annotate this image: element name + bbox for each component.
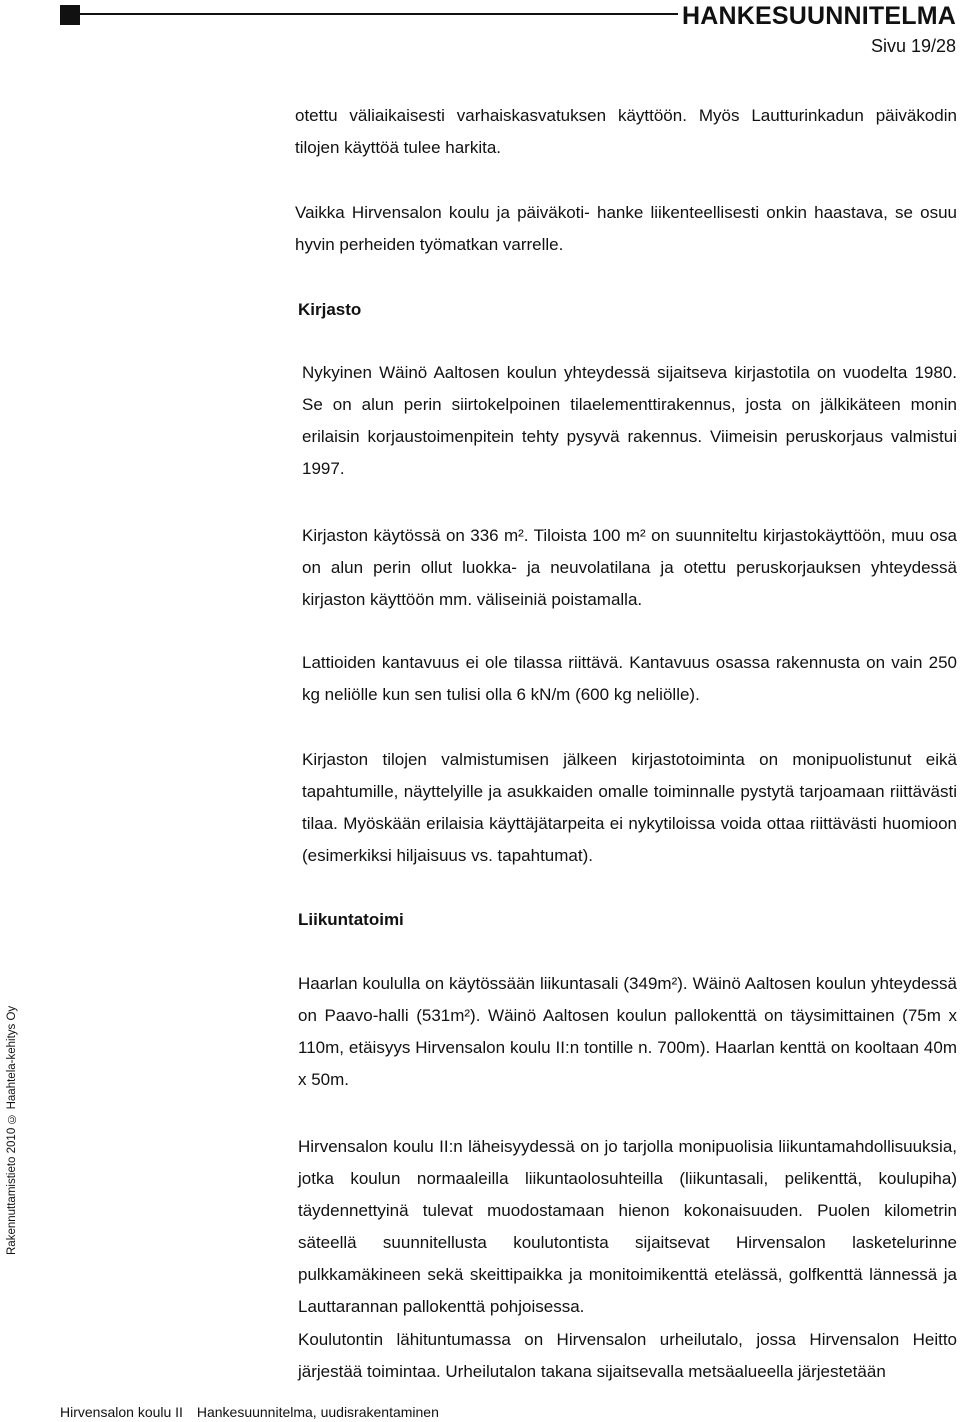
paragraph-liikunta-nearby: Hirvensalon koulu II:n läheisyydessä on jo tarjolla monipuolisia liikuntamahdollisuuksia, jotka koulun normaaleilla liikuntaolosuhteilla (liikuntasali, pelikenttä, koulupiha) täydennettyinä tulevat muodostamaan hienon kokonaisuuden. Puolen kilometrin säteellä suunnitellusta koulutontista sijaitsevat Hirvensalon lasketelurinne pulkkamäkineen sekä skeittipaikka ja monitoimikenttä etelässä, golfkenttä lännessä ja Lauttarannan pallokenttä pohjoisessa. xyxy=(298,1137,957,1316)
paragraph-urheilutalo: Koulutontin lähituntumassa on Hirvensalon urheilutalo, jossa Hirvensalon Heitto järjestää toimintaa. Urheilutalon takana sijaitsevalla metsäalueella järjestetään xyxy=(298,1330,957,1381)
paragraph-liikenne: Vaikka Hirvensalon koulu ja päiväkoti- hanke liikenteellisesti onkin haastava, se osuu hyvin perheiden työmatkan varrelle. xyxy=(295,203,957,254)
footer xyxy=(60,1404,439,1420)
side-copyright: Rakennuttamistieto 2010 © Haahtela-kehitys Oy xyxy=(6,1005,18,1255)
heading-liikuntatoimi: Liikuntatoimi xyxy=(298,910,404,929)
paragraph-liikunta-facilities: Haarlan koululla on käytössään liikuntasali (349m²). Wäinö Aaltosen koulun yhteydessä on Paavo-halli (531m²). Wäinö Aaltosen koulun pallokenttä on täysimittainen (75m x 110m, etäisyys Hirvensalon koulu II:n tontille n. 700m). Haarlan kenttä on kooltaan 40m x 50m. xyxy=(298,974,957,1089)
header-square-mark xyxy=(60,5,80,25)
paragraph-kirjasto-needs: Kirjaston tilojen valmistumisen jälkeen kirjastotoiminta on monipuolistunut eikä tapahtumille, näyttelyille ja asukkaiden omalle toiminnalle pystytä tarjoamaan riittävästi tilaa. Myöskään erilaisia käyttäjätarpeita ei nykytiloissa voida ottaa riittävästi huomioon (esimerkiksi hiljaisuus vs. tapahtumat). xyxy=(302,750,957,865)
page-number: Sivu 19/28 xyxy=(870,36,956,56)
header-rule xyxy=(80,13,678,15)
heading-kirjasto: Kirjasto xyxy=(298,300,362,319)
footer-document: Hankesuunnitelma, uudisrakentaminen xyxy=(196,1404,439,1420)
footer-project: Hirvensalon koulu II xyxy=(60,1404,183,1420)
document-title: HANKESUUNNITELMA xyxy=(681,2,956,30)
paragraph-varhaiskasvatus: otettu väliaikaisesti varhaiskasvatuksen käyttöön. Myös Lautturinkadun päiväkodin tilojen käyttöä tulee harkita. xyxy=(295,106,957,157)
paragraph-kirjasto-history: Nykyinen Wäinö Aaltosen koulun yhteydessä sijaitseva kirjastotila on vuodelta 1980. Se on alun perin siirtokelpoinen tilaelementtirakennus, josta on jälkikäteen monin erilaisin korjaustoimenpitein tehty pysyvä rakennus. Viimeisin peruskorjaus valmistui 1997. xyxy=(302,363,957,478)
paragraph-kirjasto-floor: Lattioiden kantavuus ei ole tilassa riittävä. Kantavuus osassa rakennusta on vain 250 kg neliölle kun sen tulisi olla 6 kN/m (600 kg neliölle). xyxy=(302,653,957,704)
paragraph-kirjasto-area: Kirjaston käytössä on 336 m². Tiloista 100 m² on suunniteltu kirjastokäyttöön, muu osa on alun perin ollut luokka- ja neuvolatilana ja otettu peruskorjauksen yhteydessä kirjaston käyttöön mm. väliseiniä poistamalla. xyxy=(302,526,957,609)
